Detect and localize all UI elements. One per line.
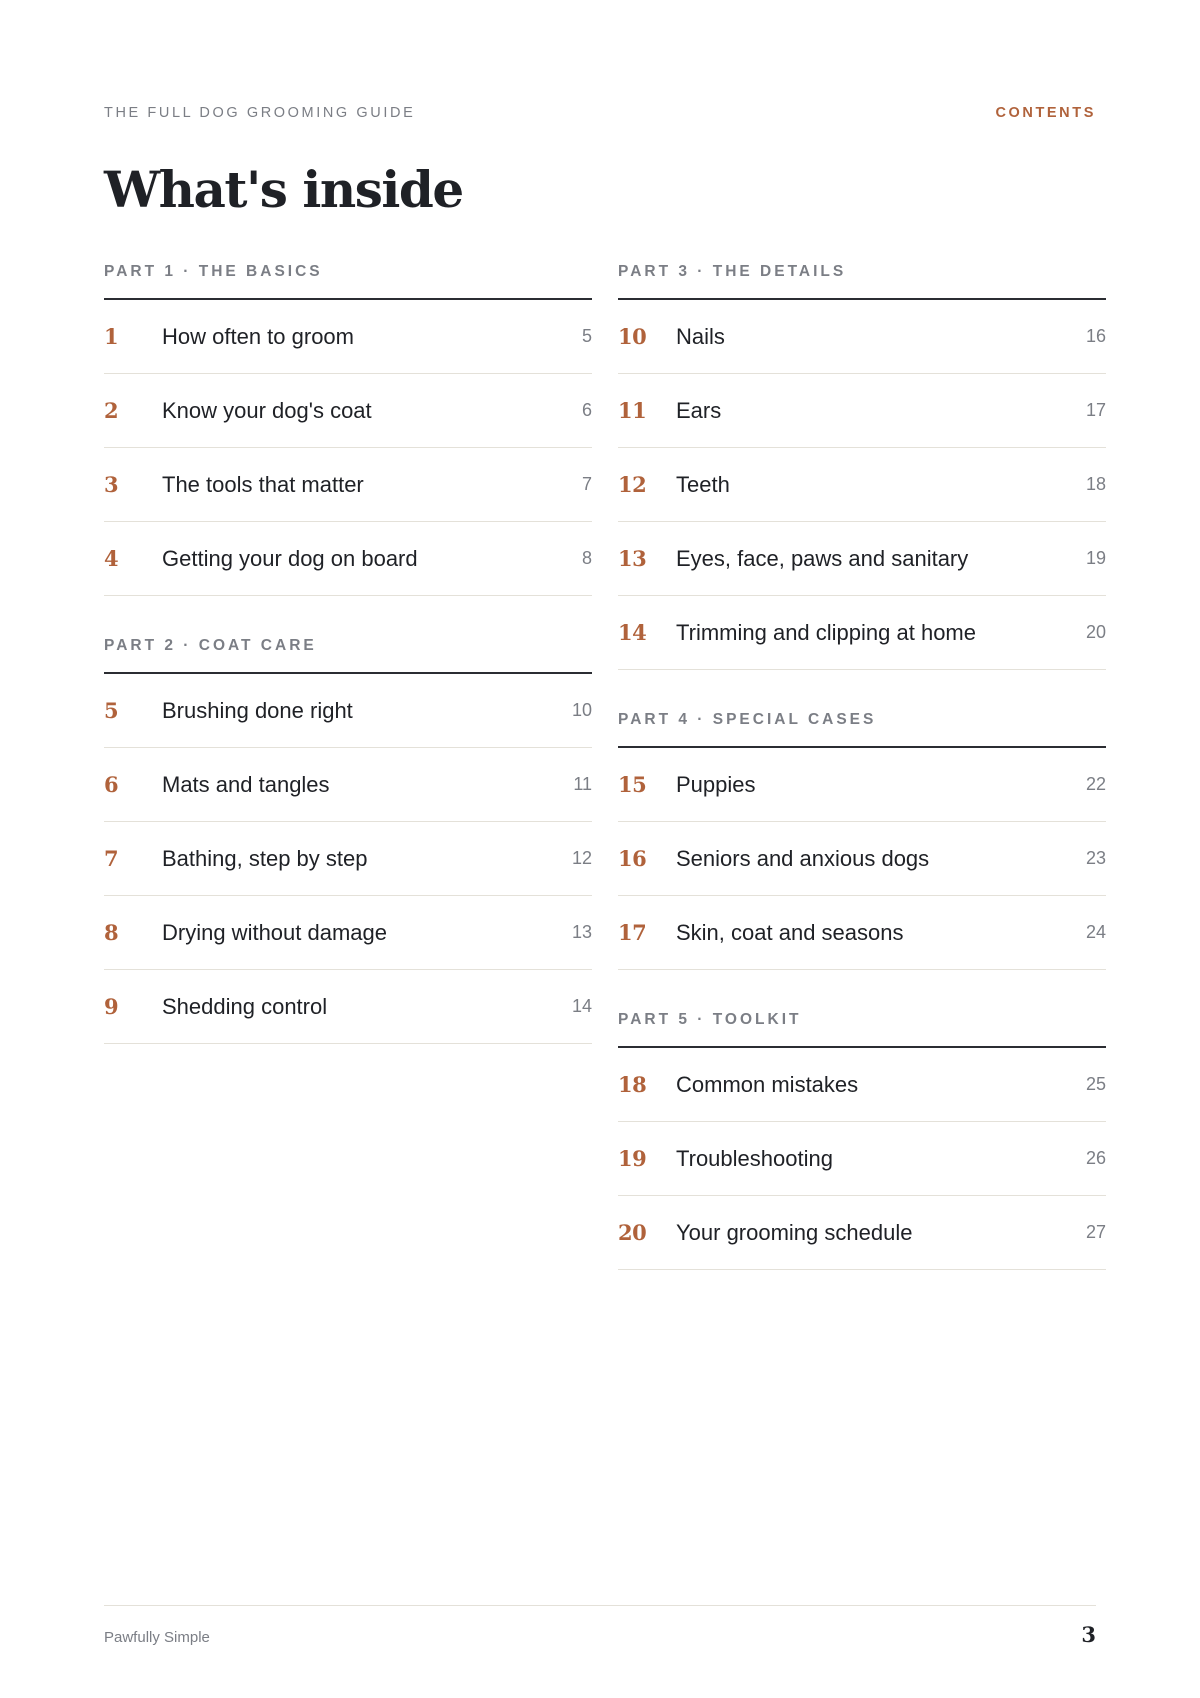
chapter-title[interactable]: Know your dog's coat	[162, 398, 372, 423]
chapter-title[interactable]: Bathing, step by step	[162, 846, 368, 871]
part-label: PART 1 · THE BASICS	[104, 263, 323, 280]
chapter-title[interactable]: Nails	[676, 324, 725, 349]
page-reference: 27	[1085, 1222, 1106, 1242]
toc-entry[interactable]	[618, 1122, 1106, 1196]
toc-column-left	[104, 262, 592, 1044]
chapter-number: 13	[618, 546, 647, 571]
toc-entry[interactable]	[618, 748, 1106, 822]
chapter-title[interactable]: Brushing done right	[162, 698, 353, 723]
footer-brand: Pawfully Simple	[104, 1629, 210, 1646]
part-spacer	[618, 970, 1106, 1010]
toc-entry[interactable]	[618, 374, 1106, 448]
guide-title: THE FULL DOG GROOMING GUIDE	[104, 105, 416, 121]
page-reference: 16	[1085, 326, 1106, 346]
chapter-number: 1	[104, 324, 119, 349]
toc-entry[interactable]	[104, 374, 592, 448]
chapter-number: 16	[618, 846, 647, 871]
chapter-number: 3	[104, 472, 119, 497]
page-reference: 12	[571, 848, 592, 868]
page-reference: 24	[1085, 922, 1106, 942]
page-reference: 11	[573, 774, 592, 794]
chapter-title[interactable]: The tools that matter	[162, 472, 364, 497]
chapter-title[interactable]: Teeth	[676, 472, 730, 497]
part-header	[618, 710, 1106, 748]
toc-entry[interactable]	[618, 822, 1106, 896]
chapter-title[interactable]: Your grooming schedule	[676, 1220, 913, 1245]
toc-entry[interactable]	[104, 674, 592, 748]
toc-entry[interactable]	[618, 1196, 1106, 1270]
page-reference: 18	[1085, 474, 1106, 494]
page-reference: 14	[571, 996, 592, 1016]
page-reference: 6	[581, 400, 592, 420]
toc-entry[interactable]	[618, 448, 1106, 522]
chapter-number: 19	[618, 1146, 647, 1171]
part-header	[104, 636, 592, 674]
toc-entry[interactable]	[104, 300, 592, 374]
page-reference: 19	[1085, 548, 1106, 568]
part-label: PART 3 · THE DETAILS	[618, 263, 847, 280]
page-reference: 23	[1085, 848, 1106, 868]
page-reference: 22	[1085, 774, 1106, 794]
chapter-number: 7	[104, 846, 119, 871]
chapter-title[interactable]: Mats and tangles	[162, 772, 330, 797]
part-label: PART 2 · COAT CARE	[104, 637, 317, 654]
chapter-number: 5	[104, 698, 119, 723]
chapter-number: 9	[104, 994, 119, 1019]
part-label: PART 4 · SPECIAL CASES	[618, 711, 877, 728]
page-reference: 8	[581, 548, 592, 568]
part-spacer	[618, 670, 1106, 710]
chapter-number: 6	[104, 772, 119, 797]
toc-entry[interactable]	[618, 896, 1106, 970]
part-header	[618, 262, 1106, 300]
part-header	[104, 262, 592, 300]
toc-entry[interactable]	[104, 748, 592, 822]
chapter-number: 4	[104, 546, 119, 571]
page-reference: 5	[581, 326, 592, 346]
part-header	[618, 1010, 1106, 1048]
toc-entry[interactable]	[104, 522, 592, 596]
section-tag: CONTENTS	[995, 105, 1096, 121]
toc-entry[interactable]	[618, 1048, 1106, 1122]
chapter-title[interactable]: Skin, coat and seasons	[676, 920, 904, 945]
chapter-number: 8	[104, 920, 119, 945]
page-title: What's inside	[104, 160, 463, 219]
chapter-number: 15	[618, 772, 647, 797]
part-label: PART 5 · TOOLKIT	[618, 1011, 802, 1028]
toc-entry[interactable]	[618, 522, 1106, 596]
chapter-number: 18	[618, 1072, 647, 1097]
chapter-title[interactable]: Common mistakes	[676, 1072, 859, 1097]
toc-entry[interactable]	[104, 896, 592, 970]
toc-entry[interactable]	[618, 596, 1106, 670]
page-reference: 7	[581, 474, 592, 494]
page-reference: 13	[571, 922, 592, 942]
toc-entry[interactable]	[104, 970, 592, 1044]
chapter-title[interactable]: Trimming and clipping at home	[676, 620, 976, 645]
chapter-number: 12	[618, 472, 647, 497]
chapter-number: 20	[618, 1220, 647, 1245]
page-number: 3	[1081, 1622, 1096, 1647]
footer-divider	[104, 1605, 1096, 1606]
page-reference: 26	[1085, 1148, 1106, 1168]
chapter-title[interactable]: Drying without damage	[162, 920, 388, 945]
toc-column-right	[618, 262, 1106, 1270]
toc-entry[interactable]	[104, 822, 592, 896]
chapter-number: 2	[104, 398, 119, 423]
chapter-number: 17	[618, 920, 647, 945]
running-header	[104, 105, 1096, 125]
page-reference: 20	[1085, 622, 1106, 642]
chapter-title[interactable]: Seniors and anxious dogs	[676, 846, 930, 871]
page-reference: 10	[571, 700, 592, 720]
toc-entry[interactable]	[618, 300, 1106, 374]
chapter-title[interactable]: Troubleshooting	[676, 1146, 833, 1171]
chapter-title[interactable]: Getting your dog on board	[162, 546, 418, 571]
chapter-title[interactable]: How often to groom	[162, 324, 354, 349]
page-reference: 17	[1085, 400, 1106, 420]
chapter-title[interactable]: Puppies	[676, 772, 756, 797]
chapter-number: 11	[618, 398, 647, 423]
chapter-title[interactable]: Eyes, face, paws and sanitary	[676, 546, 969, 571]
page-reference: 25	[1085, 1074, 1106, 1094]
toc-entry[interactable]	[104, 448, 592, 522]
chapter-number: 10	[618, 324, 647, 349]
chapter-number: 14	[618, 620, 647, 645]
part-spacer	[104, 596, 592, 636]
chapter-title[interactable]: Ears	[676, 398, 722, 423]
chapter-title[interactable]: Shedding control	[162, 994, 328, 1019]
